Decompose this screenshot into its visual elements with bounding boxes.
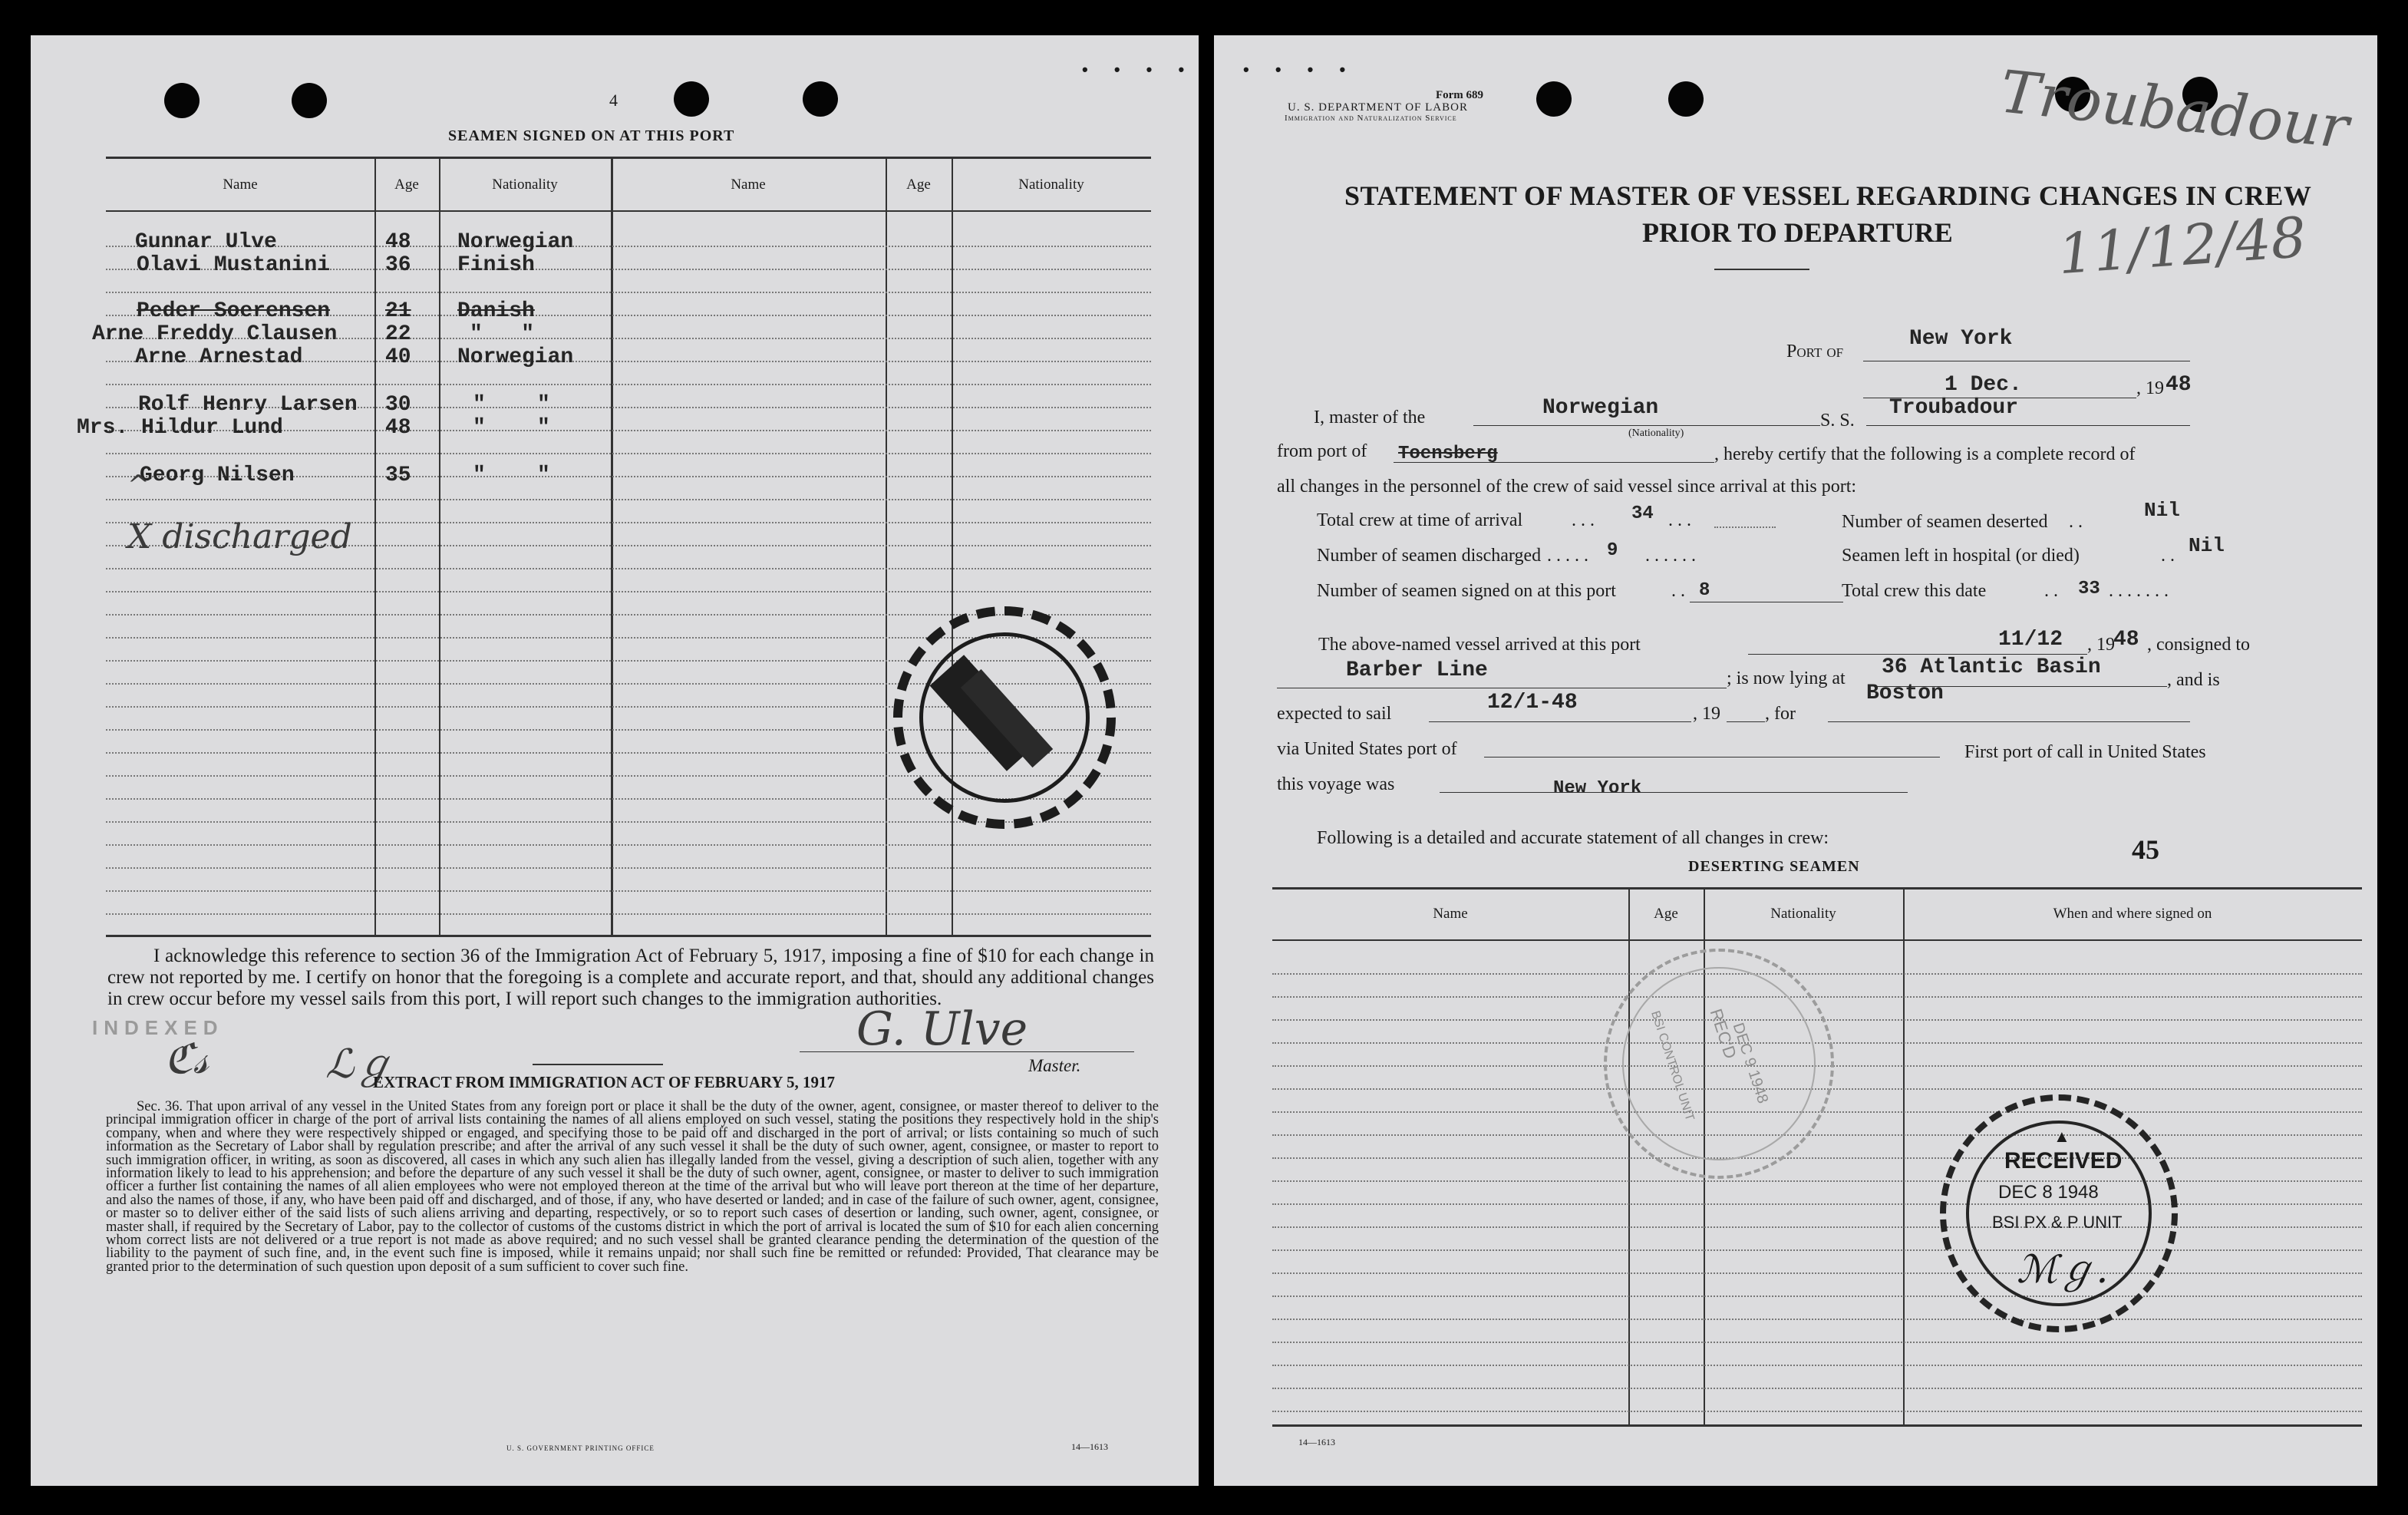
age-cell: 30: [385, 393, 411, 417]
column-header-age: Age: [1654, 906, 1678, 922]
dot-leader: . . . . . .: [1645, 546, 1696, 566]
arrived-year-value: 48: [2113, 628, 2139, 652]
indexed-stamp: INDEXED: [92, 1016, 224, 1039]
table-row: Mrs. Hildur Lund: [77, 416, 283, 440]
column-header-age: Age: [906, 177, 931, 193]
for-value: Boston: [1866, 682, 1944, 705]
for-label: , for: [1765, 704, 1796, 724]
column-header-nationality: Nationality: [1018, 177, 1084, 193]
punch-hole: [292, 83, 327, 118]
initials-signature: ℭ𝓈: [164, 1035, 209, 1083]
field-line: [1394, 462, 1714, 463]
consigned-label: , consigned to: [2147, 635, 2250, 655]
age-cell: 36: [385, 253, 411, 277]
right-page: [1214, 35, 2377, 1486]
discharged-note: X discharged: [127, 517, 352, 556]
column-header-name: Name: [223, 177, 258, 193]
faint-stamp-text: REC'D: [1706, 1006, 1740, 1061]
field-line: [1727, 721, 1765, 722]
dot-leader: . .: [2044, 581, 2058, 601]
column-header-signed-on: When and where signed on: [2053, 906, 2212, 922]
from-port-label: from port of: [1277, 441, 1367, 461]
arrived-year-label: , 19: [2087, 635, 2115, 655]
consignee-value: Barber Line: [1346, 658, 1488, 682]
dot-leader: . . .: [1668, 510, 1691, 530]
dot-leader: . .: [1671, 581, 1685, 601]
faint-stamp-unit: BSI CONTROL UNIT: [1648, 1009, 1697, 1123]
table-row: Olavi Mustanini: [137, 253, 331, 277]
age-cell: 48: [385, 416, 411, 440]
punch-hole: [674, 81, 709, 117]
deserted-value: Nil: [2144, 499, 2180, 522]
perforation-dots: • • • •: [1082, 60, 1196, 79]
sail-value: 12/1-48: [1487, 691, 1578, 715]
received-title: RECEIVED: [2004, 1148, 2123, 1173]
age-cell: 21: [385, 299, 411, 323]
title-rule: [1714, 269, 1809, 270]
field-line: [1429, 721, 1691, 722]
stamp-number: 45: [2132, 834, 2159, 865]
extract-title: EXTRACT FROM IMMIGRATION ACT OF FEBRUARY 5, 1917: [373, 1073, 836, 1091]
signed-on-value: 8: [1699, 580, 1710, 601]
age-cell: 35: [385, 464, 411, 487]
master-signature: G. Ulve: [856, 1002, 1028, 1056]
master-label: Master.: [1028, 1056, 1081, 1075]
nationality-cell: " ": [470, 322, 535, 346]
punch-hole: [1668, 81, 1704, 117]
sail-label: expected to sail: [1277, 704, 1392, 724]
department: U. S. DEPARTMENT OF LABOR: [1288, 101, 1468, 114]
sail-year-label: , 19: [1693, 704, 1720, 724]
nationality-cell: Norwegian: [457, 345, 574, 369]
and-is-label: , and is: [2167, 670, 2220, 690]
table-header-rule: [106, 210, 1151, 212]
column-header-age: Age: [394, 177, 419, 193]
table-row: Arne Freddy Clausen: [92, 322, 338, 346]
form-code: 14—1613: [1298, 1437, 1335, 1447]
hospital-value: Nil: [2189, 534, 2225, 557]
deserting-title: DESERTING SEAMEN: [1688, 858, 1860, 875]
year-label: , 19: [2136, 378, 2164, 398]
column-header-nationality: Nationality: [492, 177, 558, 193]
dot-leader: . .: [2161, 546, 2175, 566]
nationality-caption: (Nationality): [1628, 427, 1684, 439]
column-header-nationality: Nationality: [1770, 906, 1836, 922]
faint-stamp-date: DEC 9 1948: [1729, 1021, 1772, 1106]
ship-value: Troubadour: [1889, 396, 2019, 420]
total-crew-value: 33: [2078, 579, 2100, 599]
year-value: 48: [2166, 373, 2192, 397]
caret-mark-icon: ^: [127, 470, 150, 500]
dot-leader: . . . . .: [1547, 546, 1588, 566]
hospital-label: Seamen left in hospital (or died): [1842, 546, 2080, 566]
field-line: [1440, 792, 1908, 793]
port-value: New York: [1909, 327, 2013, 351]
discharged-value: 9: [1607, 540, 1618, 561]
title-rule: [533, 1064, 663, 1065]
field-line: [1828, 721, 2190, 722]
received-unit: BSI PX & P UNIT: [1992, 1213, 2123, 1232]
table-top-rule: [1272, 887, 2362, 890]
field-line: [1748, 654, 2087, 655]
left-page: [31, 35, 1199, 1486]
column-divider: [1628, 887, 1630, 1424]
form-code: 14—1613: [1071, 1441, 1108, 1452]
field-line: [1866, 425, 2190, 426]
total-crew-arrival-label: Total crew at time of arrival: [1317, 510, 1523, 530]
table-header-rule: [1272, 939, 2362, 941]
following-text: Following is a detailed and accurate statement of all changes in crew:: [1317, 828, 1829, 848]
total-crew-arrival-value: 34: [1631, 503, 1654, 524]
lying-label: ; is now lying at: [1727, 668, 1846, 688]
service-name: Immigration and Naturalization Service: [1285, 114, 1457, 123]
acknowledgement-text: I acknowledge this reference to section 36 of the Immigration Act of February 5, 1917, imposing a fine of $10 for each change in crew not reported by me. I certify on honor that the foregoing is a complete and accurate report, and that, should any additional changes in crew occur before my vessel sails from this port, I will report such changes to the immigration authorities.: [107, 946, 1154, 1009]
date-value: 1 Dec.: [1945, 373, 2022, 397]
age-cell: 22: [385, 322, 411, 346]
dot-leader: . . .: [1572, 510, 1595, 530]
voyage-value: New York: [1553, 778, 1642, 799]
page-title: SEAMEN SIGNED ON AT THIS PORT: [448, 127, 735, 144]
punch-hole: [803, 81, 838, 117]
page-number: 4: [609, 91, 618, 110]
punch-hole: [164, 83, 200, 118]
arrived-label: The above-named vessel arrived at this port: [1318, 635, 1641, 655]
deserted-label: Number of seamen deserted: [1842, 512, 2048, 532]
star-icon: ▲: [2053, 1127, 2070, 1146]
table-top-rule: [106, 157, 1151, 159]
form-number: Form 689: [1435, 89, 1484, 101]
total-crew-label: Total crew this date: [1842, 581, 1987, 601]
table-row: Georg Nilsen: [140, 464, 295, 487]
master-of-label: I, master of the: [1314, 408, 1426, 427]
circular-stamp: [893, 606, 1116, 829]
arrived-value: 11/12: [1998, 628, 2063, 652]
discharged-label: Number of seamen discharged: [1317, 546, 1542, 566]
table-row: Peder Soerensen: [137, 299, 331, 323]
nationality-cell: Norwegian: [457, 230, 574, 254]
signature-line: [800, 1051, 1134, 1052]
nationality-cell: Danish: [457, 299, 535, 323]
faint-received-stamp: [1604, 949, 1834, 1179]
received-stamp: [1940, 1094, 2178, 1332]
column-header-name: Name: [731, 177, 766, 193]
nationality-cell: " ": [473, 416, 550, 440]
table-row: Gunnar Ulve: [135, 230, 277, 254]
via-label: via United States port of: [1277, 739, 1457, 759]
nationality-cell: " ": [473, 393, 550, 417]
lying-value: 36 Atlantic Basin: [1882, 655, 2101, 679]
perforation-dots: • • • •: [1243, 60, 1357, 79]
printer-line: U. S. GOVERNMENT PRINTING OFFICE: [506, 1444, 655, 1452]
handwritten-date: 11/12/48: [2056, 204, 2308, 287]
received-date: DEC 8 1948: [1998, 1182, 2099, 1203]
received-initials: ℳℊ.: [2017, 1247, 2109, 1292]
field-line: [1473, 425, 1820, 426]
from-port-value: Toensberg: [1398, 444, 1498, 464]
table-bottom-rule: [106, 935, 1151, 937]
form-title: STATEMENT OF MASTER OF VESSEL REGARDING CHANGES IN CREW: [1344, 180, 2312, 211]
age-cell: 40: [385, 345, 411, 369]
initials-signature: ℒℊ: [325, 1041, 394, 1088]
table-row: Rolf Henry Larsen: [138, 393, 358, 417]
dot-leader: . .: [2069, 512, 2083, 532]
ss-label: S. S.: [1820, 411, 1855, 431]
all-changes-text: all changes in the personnel of the crew of said vessel since arrival at this port:: [1277, 477, 1857, 497]
field-line: [1714, 526, 1776, 528]
form-title-line2: PRIOR TO DEPARTURE: [1642, 217, 1953, 248]
nationality-cell: " ": [473, 464, 550, 487]
punch-hole: [1536, 81, 1572, 117]
dot-leader: . . . . . . .: [2109, 581, 2169, 601]
field-line: [1484, 757, 1940, 758]
age-cell: 48: [385, 230, 411, 254]
table-row: Arne Arnestad: [135, 345, 303, 369]
table-bottom-rule: [1272, 1424, 2362, 1427]
certify-text: , hereby certify that the following is a complete record of: [1714, 444, 2136, 464]
column-divider: [1903, 887, 1905, 1424]
nationality-value: Norwegian: [1542, 396, 1659, 420]
handwritten-ship-name: Troubadour: [1997, 57, 2352, 162]
column-header-name: Name: [1433, 906, 1468, 922]
first-port-label: First port of call in United States: [1964, 742, 2206, 762]
extract-text: Sec. 36. That upon arrival of any vessel in the United States from any foreign port or place it shall be the duty of the owner, agent, consignee, or master thereof to deliver to the principal immigration officer in charge of the port of arrival lists containing the names of all aliens employed on such vessel, stating the positions they respectively hold in the ship's company, when and where they were respectively shipped or engaged, and specifying those to be paid off and discharged in the port of arrival; or lists containing so much of such information as the Secretary of Labor shall by regulation prescribe; and after the arrival of any such vessel it shall be the duty of such owner, agent, consignee, or master to report to such immigration officer, in writing, as soon as discovered, all cases in which any such alien has illegally landed from the vessel, giving a description of such alien, together with any information likely to lead to his apprehension; and before the departure of any such vessel it shall be the duty of such owner, agent, consignee, or master to deliver to such immigration officer a further list containing the names of all alien employees who were not employed thereon at the time of the arrival but who will leave port thereon at the time of her departure, and also the names of those, if any, who have been paid off and discharged, and of those, if any, who have deserted or landed; and in case of the failure of such owner, agent, consignee, or master so to deliver either of the said lists of such aliens arriving and departing, respectively, or so to report such cases of desertion or landing, such owner, agent, consignee, or master shall, if required by the Secretary of Labor, pay to the collector of customs of the customs district in which the port of arrival is located the sum of $10 for each alien concerning whom correct lists are not delivered or a true report is not made as above required; and no such vessel shall be granted clearance pending the determination of the question of the liability to the payment of such fine, and, in the event such fine is imposed, while it remains unpaid; nor shall such fine be remitted or refunded: Provided, That clearance may be granted prior to the determination of such question upon deposit of a sum sufficient to cover such fine.: [106, 1099, 1159, 1275]
port-of-label: Port of: [1786, 342, 1844, 361]
signed-on-label: Number of seamen signed on at this port: [1317, 581, 1616, 601]
nationality-cell: Finish: [457, 253, 535, 277]
voyage-label: this voyage was: [1277, 774, 1395, 794]
